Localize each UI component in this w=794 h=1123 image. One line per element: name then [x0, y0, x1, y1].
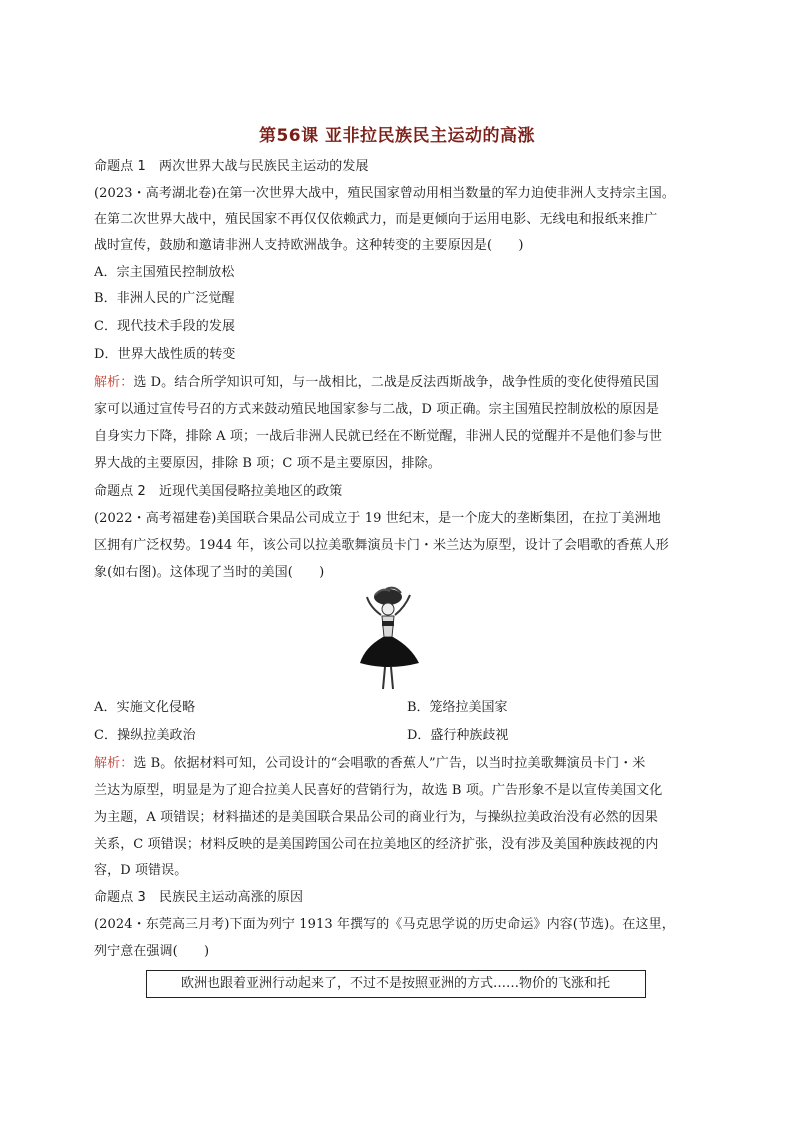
lesson-title: 第56课 亚非拉民族民主运动的高涨: [258, 126, 536, 146]
option-c: C．操纵拉美政治: [94, 728, 196, 743]
option-d: D．盛行种族歧视: [407, 728, 509, 743]
analysis-1-line: 界大战的主要原因，排除 B 项；C 项不是主要原因，排除。: [94, 456, 441, 471]
question-2-line: 区拥有广泛权势。1944 年，该公司以拉美歌舞演员卡门・米兰达为原型，设计了会唱歌的香蕉人形: [94, 538, 669, 553]
option-a: A．宗主国殖民控制放松: [94, 265, 235, 280]
topic-3-heading: 命题点 3 民族民主运动高涨的原因: [94, 890, 304, 905]
analysis-1-line: 解析：选 D。结合所学知识可知，与一战相比，二战是反法西斯战争，战争性质的变化使得殖民国: [94, 375, 659, 390]
analysis-1-line: 家可以通过宣传号召的方式来鼓动殖民地国家参与二战，D 项正确。宗主国殖民控制放松的原因是: [94, 402, 659, 417]
question-3-line: 列宁意在强调( ): [94, 944, 210, 959]
option-a: A．实施文化侵略: [94, 700, 196, 715]
analysis-2-line: 解析：选 B。依据材料可知，公司设计的“会唱歌的香蕉人”广告，以当时拉美歌舞演员卡门・米: [94, 756, 646, 771]
analysis-2-line: 容，D 项错误。: [94, 863, 188, 878]
analysis-label: 解析：: [94, 756, 134, 771]
analysis-label: 解析：: [94, 375, 134, 390]
option-b: B．非洲人民的广泛觉醒: [94, 291, 235, 306]
option-b: B．笼络拉美国家: [407, 700, 508, 715]
analysis-2-line: 兰达为原型，明显是为了迎合拉美人民喜好的营销行为，故选 B 项。广告形象不是以宣传美国文化: [94, 783, 663, 798]
analysis-2-line: 关系，C 项错误；材料反映的是美国跨国公司在拉美地区的经济扩张，没有涉及美国种族歧视的内: [94, 837, 659, 852]
banana-woman-figure: [355, 585, 425, 693]
question-2-line: 象(如右图)。这体现了当时的美国( ): [94, 565, 325, 580]
option-d: D．世界大战性质的转变: [94, 347, 236, 362]
question-1-line: (2023・高考湖北卷)在第一次世界大战中，殖民国家曾动用相当数量的军力迫使非洲人支持宗主国。: [94, 186, 675, 201]
option-c: C．现代技术手段的发展: [94, 319, 236, 334]
question-3-line: (2024・东莞高三月考)下面为列宁 1913 年撰写的《马克思学说的历史命运》内容(节选)。在这里，: [94, 917, 675, 932]
topic-2-heading: 命题点 2 近现代美国侵略拉美地区的政策: [94, 484, 343, 499]
question-1-line: 战时宣传，鼓励和邀请非洲人支持欧洲战争。这种转变的主要原因是( ): [94, 238, 524, 253]
question-2-line: (2022・高考福建卷)美国联合果品公司成立于 19 世纪末，是一个庞大的垄断集团，在拉丁美洲地: [94, 511, 661, 526]
analysis-2-line: 为主题，A 项错误；材料描述的是美国联合果品公司的商业行为，与操纵拉美政治没有必然的因果: [94, 810, 658, 825]
topic-1-heading: 命题点 1 两次世界大战与民族民主运动的发展: [94, 159, 369, 174]
quote-box: 欧洲也跟着亚洲行动起来了，不过不是按照亚洲的方式……物价的飞涨和托: [146, 970, 646, 998]
question-1-line: 在第二次世界大战中，殖民国家不再仅仅依赖武力，而是更倾向于运用电影、无线电和报纸来推广: [94, 212, 658, 227]
analysis-1-line: 自身实力下降，排除 A 项；一战后非洲人民就已经在不断觉醒，非洲人民的觉醒并不是他们参与世: [94, 429, 663, 444]
